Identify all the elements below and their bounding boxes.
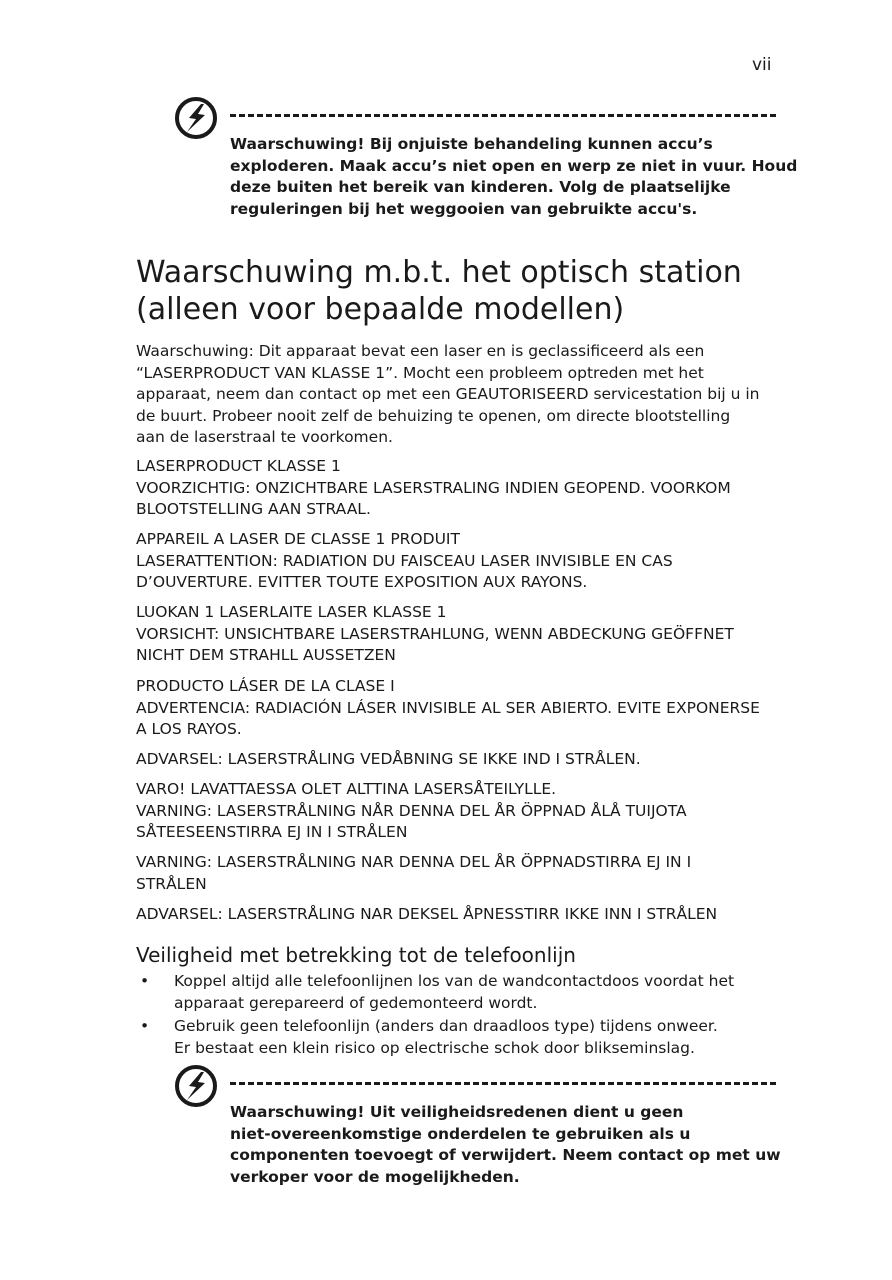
battery-warning [174,96,798,226]
warning-line: niet-overeenkomstige onderdelen te gebruiken als u [230,1124,691,1143]
laser-line: NICHT DEM STRAHLL AUSSETZEN [136,646,396,664]
list-item [136,1016,786,1059]
laser-line: VARNING: LASERSTRÅLNING NÅR DENNA DEL ÅR ÖPPNAD ÅLÅ TUIJOTA [136,801,687,820]
optical-drive-heading [136,254,786,328]
paragraph-line: Waarschuwing: Dit apparaat bevat een laser en is geclassificeerd als een [136,342,705,360]
paragraph-line: de buurt. Probeer nooit zelf de behuizing te openen, om directe blootstelling [136,406,731,425]
bullet-line: Gebruik geen telefoonlijn (anders dan draadloos type) tijdens onweer. [174,1017,718,1035]
laser-line: LASERATTENTION: RADIATION DU FAISCEAU LASER INVISIBLE EN CAS [136,551,673,570]
paragraph-line: “LASERPRODUCT VAN KLASSE 1”. Mocht een probleem optreden met het [136,363,704,382]
laser-line: A LOS RAYOS. [136,720,242,738]
laser-block-spanish [136,676,786,741]
laser-block-german [136,602,786,667]
optical-intro-paragraph [136,341,786,449]
laser-line: ADVERTENCIA: RADIACIÓN LÁSER INVISIBLE AL SER ABIERTO. EVITE EXPONERSE [136,698,760,717]
laser-block-french [136,529,786,594]
paragraph-line: aan de laserstraal te voorkomen. [136,428,393,446]
laser-block-swedish [136,852,786,895]
parts-warning-text [230,1102,781,1188]
warning-line: exploderen. Maak accu’s niet open en werp ze niet in vuur. Houd [230,156,798,175]
laser-line: ADVARSEL: LASERSTRÅLING VEDÅBNING SE IKKE IND I STRÅLEN. [136,750,641,768]
warning-line: reguleringen bij het weggooien van gebruikte accu's. [230,199,698,218]
laser-line: BLOOTSTELLING AAN STRAAL. [136,500,371,518]
dashed-divider [230,1082,776,1085]
bullet-line: Er bestaat een klein risico op electrische schok door blikseminslag. [174,1038,695,1057]
laser-line: PRODUCTO LÁSER DE LA CLASE I [136,677,395,695]
page-number: vii [752,55,772,75]
warning-line: Waarschuwing! Uit veiligheidsredenen dient u geen [230,1103,684,1121]
list-item [136,971,786,1014]
laser-line: ADVARSEL: LASERSTRÅLING NAR DEKSEL ÅPNESSTIRR IKKE INN I STRÅLEN [136,905,718,923]
bullet-line: apparaat gerepareerd of gedemonteerd wordt. [174,993,538,1012]
laser-line: LUOKAN 1 LASERLAITE LASER KLASSE 1 [136,603,447,621]
laser-line: APPAREIL A LASER DE CLASSE 1 PRODUIT [136,530,460,548]
phone-line-heading: Veiligheid met betrekking tot de telefoonlijn [136,943,576,967]
laser-block-dutch [136,456,786,521]
laser-block-norwegian [136,904,786,926]
laser-line: VARO! LAVATTAESSA OLET ALTTINA LASERSÅTEILYLLE. [136,780,557,798]
warning-line: componenten toevoegt of verwijdert. Neem contact op met uw [230,1146,781,1164]
warning-line: deze buiten het bereik van kinderen. Volg de plaatselijke [230,178,731,196]
phone-line-bullet-list [136,971,786,1059]
laser-line: VARNING: LASERSTRÅLNING NAR DENNA DEL ÅR ÖPPNADSTIRRA EJ IN I [136,853,692,871]
heading-line: Waarschuwing m.b.t. het optisch station [136,255,742,290]
laser-line: SÅTEESEENSTIRRA EJ IN I STRÅLEN [136,823,408,841]
laser-line: VOORZICHTIG: ONZICHTBARE LASERSTRALING INDIEN GEOPEND. VOORKOM [136,478,731,497]
dashed-divider [230,114,776,117]
laser-line: STRÅLEN [136,874,207,893]
heading-line: (alleen voor bepaalde modellen) [136,292,625,327]
paragraph-line: apparaat, neem dan contact op met een GEAUTORISEERD servicestation bij u in [136,385,760,403]
lightning-warning-icon [174,1064,218,1108]
laser-line: LASERPRODUCT KLASSE 1 [136,457,341,475]
bullet-icon: • [140,972,150,990]
laser-line: VORSICHT: UNSICHTBARE LASERSTRAHLUNG, WENN ABDECKUNG GEÖFFNET [136,624,734,643]
bullet-line: Koppel altijd alle telefoonlijnen los van de wandcontactdoos voordat het [174,972,735,990]
lightning-warning-icon [174,96,218,140]
warning-line: Waarschuwing! Bij onjuiste behandeling kunnen accu’s [230,135,713,153]
parts-warning [174,1064,781,1194]
battery-warning-text [230,134,798,220]
laser-line: D’OUVERTURE. EVITTER TOUTE EXPOSITION AUX RAYONS. [136,573,588,591]
bullet-icon: • [140,1017,150,1035]
laser-block-danish [136,749,786,771]
laser-block-finnish-swedish [136,779,786,844]
warning-line: verkoper voor de mogelijkheden. [230,1167,520,1186]
